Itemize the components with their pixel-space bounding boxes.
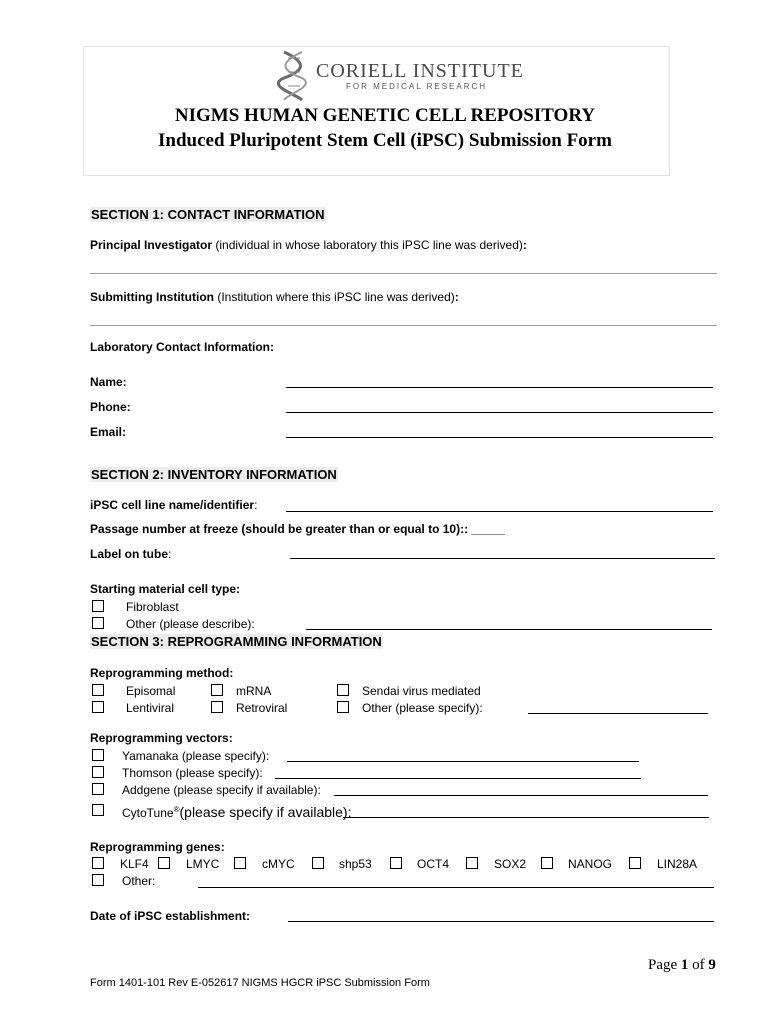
cell-line-field[interactable] — [286, 511, 713, 512]
retroviral-label: Retroviral — [236, 701, 288, 715]
other-material-field[interactable] — [306, 629, 712, 630]
gene-other-checkbox[interactable] — [92, 874, 104, 886]
gene-other-field[interactable] — [198, 887, 714, 888]
email-field[interactable] — [286, 437, 713, 438]
fibroblast-checkbox[interactable] — [92, 600, 104, 612]
gene-sox2-checkbox[interactable] — [466, 857, 478, 869]
label-tube-field[interactable] — [290, 558, 715, 559]
thomson-checkbox[interactable] — [92, 766, 104, 778]
gene-other-label: Other: — [122, 874, 156, 888]
label-tube-label-colon: : — [168, 547, 172, 561]
gene-sox2-label: SOX2 — [494, 857, 527, 871]
section1-heading: SECTION 1: CONTACT INFORMATION — [91, 207, 325, 222]
mrna-checkbox[interactable] — [211, 684, 223, 696]
gene-klf4-label: KLF4 — [120, 857, 149, 871]
cell-line-label-bold: iPSC cell line name/identifier — [90, 498, 255, 512]
mrna-label: mRNA — [236, 684, 272, 698]
thomson-field[interactable] — [275, 778, 641, 779]
gene-lmyc-checkbox[interactable] — [158, 857, 170, 869]
document-title: NIGMS HUMAN GENETIC CELL REPOSITORY — [174, 105, 596, 126]
sendai-checkbox[interactable] — [337, 684, 349, 696]
gene-cmyc-label: cMYC — [262, 857, 295, 871]
cytotune-note: (please specify if available): — [179, 804, 352, 820]
logo-name: CORIELL INSTITUTE — [316, 60, 524, 82]
date-field[interactable] — [288, 921, 714, 922]
registered-mark: ® — [173, 805, 180, 814]
cell-line-label — [90, 498, 257, 512]
starting-material-label: Starting material cell type: — [90, 582, 241, 596]
episomal-label: Episomal — [126, 684, 176, 698]
method-label: Reprogramming method: — [90, 666, 234, 680]
addgene-checkbox[interactable] — [92, 783, 104, 795]
yamanaka-label: Yamanaka (please specify): — [122, 749, 270, 763]
addgene-label: Addgene (please specify if available): — [122, 783, 321, 797]
phone-field[interactable] — [286, 412, 713, 413]
gene-nanog-label: NANOG — [568, 857, 613, 871]
yamanaka-checkbox[interactable] — [92, 749, 104, 761]
gene-oct4-label: OCT4 — [417, 857, 450, 871]
name-field[interactable] — [286, 387, 713, 388]
other-method-checkbox[interactable] — [337, 701, 349, 713]
page-current: 1 — [680, 957, 689, 973]
addgene-field[interactable] — [334, 795, 708, 796]
institution-label-colon: : — [454, 290, 459, 304]
phone-label: Phone: — [90, 400, 131, 414]
cell-line-label-colon: : — [254, 498, 258, 512]
lentiviral-checkbox[interactable] — [92, 701, 104, 713]
other-material-checkbox[interactable] — [92, 617, 104, 629]
pi-entry-line[interactable] — [90, 273, 717, 274]
section2-heading: SECTION 2: INVENTORY INFORMATION — [91, 467, 337, 482]
gene-lin28a-checkbox[interactable] — [629, 857, 641, 869]
episomal-checkbox[interactable] — [92, 684, 104, 696]
pi-label — [90, 238, 527, 252]
institution-label — [90, 290, 459, 304]
cytotune-label — [122, 804, 351, 820]
cytotune-field[interactable] — [343, 817, 709, 818]
sendai-label: Sendai virus mediated — [362, 684, 481, 698]
page-of: of — [688, 957, 709, 973]
page-total: 9 — [708, 957, 716, 973]
passage-number-label: Passage number at freeze (should be greater than or equal to 10):: _____ — [90, 522, 505, 536]
email-label: Email: — [90, 425, 127, 439]
pi-label-note: (individual in whose laboratory this iPSC line was derived) — [212, 238, 523, 252]
institution-label-note: (Institution where this iPSC line was derived) — [213, 290, 455, 304]
form-id-footer: Form 1401-101 Rev E-052617 NIGMS HGCR iPSC Submission Form — [90, 977, 430, 989]
pi-label-bold: Principal Investigator — [90, 238, 213, 252]
gene-shp53-checkbox[interactable] — [312, 857, 324, 869]
lab-contact-label: Laboratory Contact Information: — [90, 340, 275, 354]
lentiviral-label: Lentiviral — [126, 701, 175, 715]
gene-nanog-checkbox[interactable] — [541, 857, 553, 869]
cytotune-checkbox[interactable] — [92, 804, 104, 816]
pi-label-colon: : — [522, 238, 527, 252]
other-material-label: Other (please describe): — [126, 617, 255, 631]
thomson-label: Thomson (please specify): — [122, 766, 263, 780]
date-label: Date of iPSC establishment: — [90, 909, 251, 923]
label-tube-label-bold: Label on tube — [90, 547, 168, 561]
gene-oct4-checkbox[interactable] — [390, 857, 402, 869]
yamanaka-field[interactable] — [287, 761, 639, 762]
document-subtitle: Induced Pluripotent Stem Cell (iPSC) Submission Form — [158, 130, 612, 151]
dna-helix-logo-icon — [276, 50, 312, 102]
gene-lin28a-label: LIN28A — [657, 857, 698, 871]
logo-subtitle: FOR MEDICAL RESEARCH — [346, 82, 488, 91]
gene-shp53-label: shp53 — [339, 857, 372, 871]
retroviral-checkbox[interactable] — [211, 701, 223, 713]
gene-klf4-checkbox[interactable] — [92, 857, 104, 869]
cytotune-name: CytoTune — [122, 806, 174, 820]
institution-label-bold: Submitting Institution — [90, 290, 214, 304]
page-word: Page — [648, 957, 681, 973]
gene-lmyc-label: LMYC — [186, 857, 220, 871]
section3-heading: SECTION 3: REPROGRAMMING INFORMATION — [91, 634, 382, 649]
institution-entry-line[interactable] — [90, 325, 717, 326]
label-tube-label — [90, 547, 171, 561]
page-number — [648, 957, 716, 974]
fibroblast-label: Fibroblast — [126, 600, 179, 614]
other-method-field[interactable] — [528, 713, 708, 714]
vectors-label: Reprogramming vectors: — [90, 731, 233, 745]
name-label: Name: — [90, 375, 127, 389]
other-method-label: Other (please specify): — [362, 701, 483, 715]
gene-cmyc-checkbox[interactable] — [234, 857, 246, 869]
genes-label: Reprogramming genes: — [90, 840, 225, 854]
